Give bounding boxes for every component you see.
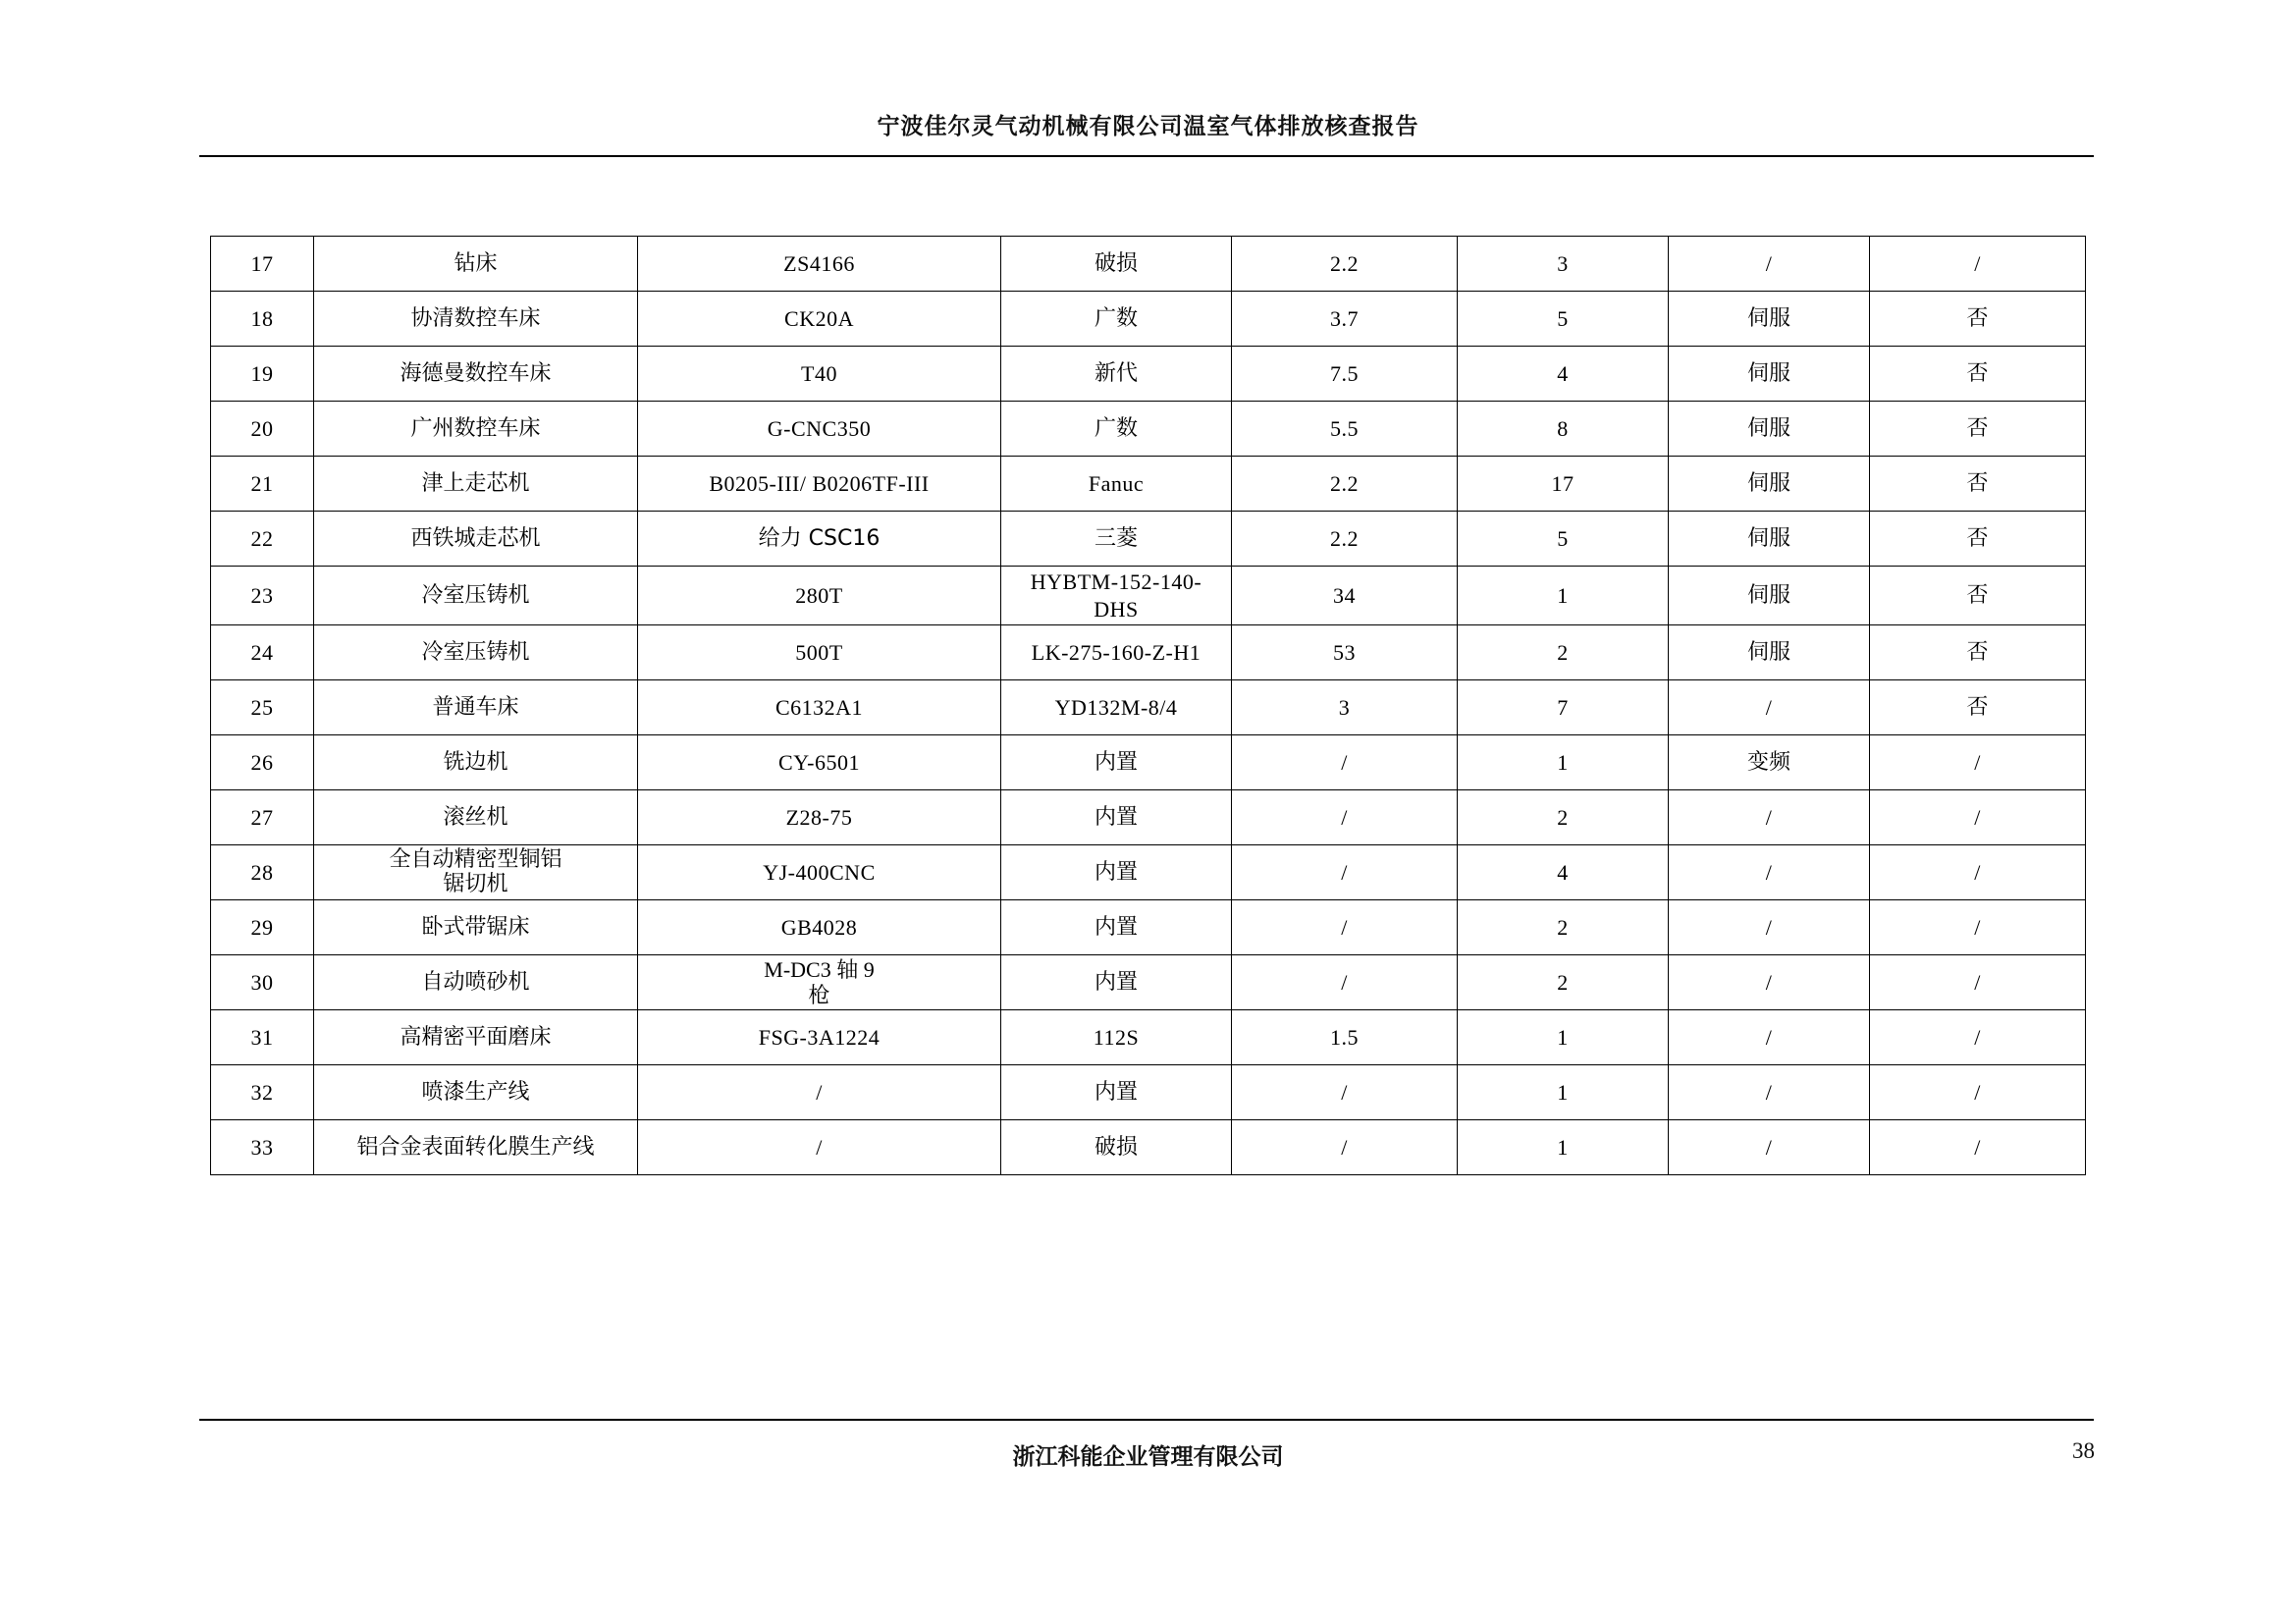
cell-qty: 2 bbox=[1458, 955, 1669, 1010]
cell-index: 32 bbox=[211, 1065, 314, 1120]
table-row bbox=[211, 567, 2086, 625]
cell-control: 伺服 bbox=[1669, 292, 1870, 347]
cell-flag: / bbox=[1870, 955, 2086, 1010]
cell-control: 伺服 bbox=[1669, 347, 1870, 402]
cell-index: 28 bbox=[211, 845, 314, 900]
cell-brand: 内置 bbox=[1001, 790, 1232, 845]
cell-model: / bbox=[638, 1120, 1001, 1175]
cell-control: 伺服 bbox=[1669, 625, 1870, 680]
cell-model: ZS4166 bbox=[638, 237, 1001, 292]
cell-name: 普通车床 bbox=[314, 680, 638, 735]
cell-index: 27 bbox=[211, 790, 314, 845]
cell-brand-line2: DHS bbox=[1094, 596, 1139, 622]
table-row bbox=[211, 1120, 2086, 1175]
cell-index: 31 bbox=[211, 1010, 314, 1065]
cell-name: 滚丝机 bbox=[314, 790, 638, 845]
cell-name: 喷漆生产线 bbox=[314, 1065, 638, 1120]
table-row bbox=[211, 292, 2086, 347]
cell-qty: 2 bbox=[1458, 900, 1669, 955]
cell-qty: 2 bbox=[1458, 790, 1669, 845]
table-row bbox=[211, 457, 2086, 512]
table-row bbox=[211, 1010, 2086, 1065]
cell-control: 伺服 bbox=[1669, 402, 1870, 457]
cell-name-line1: 全自动精密型铜铝 bbox=[389, 847, 562, 873]
cell-index: 23 bbox=[211, 567, 314, 625]
page-header-title: 宁波佳尔灵气动机械有限公司温室气体排放核查报告 bbox=[877, 114, 1419, 139]
cell-index: 22 bbox=[211, 512, 314, 567]
table-row bbox=[211, 735, 2086, 790]
cell-power: 1.5 bbox=[1232, 1010, 1458, 1065]
cell-model bbox=[638, 955, 1001, 1010]
cell-control: 伺服 bbox=[1669, 567, 1870, 625]
cell-flag: / bbox=[1870, 1120, 2086, 1175]
cell-power: 3.7 bbox=[1232, 292, 1458, 347]
cell-power: 53 bbox=[1232, 625, 1458, 680]
cell-name: 卧式带锯床 bbox=[314, 900, 638, 955]
cell-power: 3 bbox=[1232, 680, 1458, 735]
cell-model: FSG-3A1224 bbox=[638, 1010, 1001, 1065]
page-number: 38 bbox=[2072, 1438, 2095, 1463]
header-divider bbox=[199, 155, 2094, 157]
cell-name-line2: 锯切机 bbox=[443, 871, 508, 896]
cell-flag: / bbox=[1870, 790, 2086, 845]
cell-index: 25 bbox=[211, 680, 314, 735]
cell-index: 19 bbox=[211, 347, 314, 402]
cell-model: 500T bbox=[638, 625, 1001, 680]
cell-flag: / bbox=[1870, 237, 2086, 292]
table-row bbox=[211, 347, 2086, 402]
cell-qty: 2 bbox=[1458, 625, 1669, 680]
table-row bbox=[211, 955, 2086, 1010]
cell-model: GB4028 bbox=[638, 900, 1001, 955]
cell-power: 5.5 bbox=[1232, 402, 1458, 457]
cell-qty: 4 bbox=[1458, 845, 1669, 900]
cell-model-line2: 枪 bbox=[808, 982, 830, 1007]
cell-flag: / bbox=[1870, 1010, 2086, 1065]
cell-name: 海德曼数控车床 bbox=[314, 347, 638, 402]
cell-model: YJ-400CNC bbox=[638, 845, 1001, 900]
cell-flag: / bbox=[1870, 845, 2086, 900]
table-row bbox=[211, 402, 2086, 457]
cell-name bbox=[314, 845, 638, 900]
cell-qty: 1 bbox=[1458, 1120, 1669, 1175]
cell-power: / bbox=[1232, 845, 1458, 900]
cell-power: 2.2 bbox=[1232, 457, 1458, 512]
cell-flag: 否 bbox=[1870, 347, 2086, 402]
cell-power: 7.5 bbox=[1232, 347, 1458, 402]
cell-index: 30 bbox=[211, 955, 314, 1010]
cell-power: / bbox=[1232, 790, 1458, 845]
cell-model: Z28-75 bbox=[638, 790, 1001, 845]
cell-name: 冷室压铸机 bbox=[314, 625, 638, 680]
cell-name: 冷室压铸机 bbox=[314, 567, 638, 625]
table-row bbox=[211, 845, 2086, 900]
cell-flag: / bbox=[1870, 900, 2086, 955]
cell-brand-line1: HYBTM-152-140- bbox=[1030, 569, 1202, 594]
cell-brand: 内置 bbox=[1001, 1065, 1232, 1120]
cell-name: 铝合金表面转化膜生产线 bbox=[314, 1120, 638, 1175]
cell-model: CK20A bbox=[638, 292, 1001, 347]
cell-index: 26 bbox=[211, 735, 314, 790]
cell-power: / bbox=[1232, 1120, 1458, 1175]
cell-qty: 17 bbox=[1458, 457, 1669, 512]
cell-index: 33 bbox=[211, 1120, 314, 1175]
cell-flag: 否 bbox=[1870, 292, 2086, 347]
cell-model: B0205-III/ B0206TF-III bbox=[638, 457, 1001, 512]
equipment-table bbox=[210, 236, 2086, 1175]
cell-control: / bbox=[1669, 1065, 1870, 1120]
cell-name: 钻床 bbox=[314, 237, 638, 292]
cell-power: 2.2 bbox=[1232, 512, 1458, 567]
cell-flag: 否 bbox=[1870, 402, 2086, 457]
cell-brand: YD132M-8/4 bbox=[1001, 680, 1232, 735]
cell-model-line1: M-DC3 轴 9 bbox=[764, 957, 875, 983]
cell-brand: 内置 bbox=[1001, 845, 1232, 900]
cell-index: 17 bbox=[211, 237, 314, 292]
cell-control: 伺服 bbox=[1669, 512, 1870, 567]
table-row bbox=[211, 1065, 2086, 1120]
cell-brand bbox=[1001, 567, 1232, 625]
table-row bbox=[211, 237, 2086, 292]
cell-index: 20 bbox=[211, 402, 314, 457]
cell-name: 自动喷砂机 bbox=[314, 955, 638, 1010]
cell-name: 津上走芯机 bbox=[314, 457, 638, 512]
cell-power: 34 bbox=[1232, 567, 1458, 625]
cell-model: T40 bbox=[638, 347, 1001, 402]
cell-control: / bbox=[1669, 790, 1870, 845]
cell-control: / bbox=[1669, 237, 1870, 292]
cell-name: 协清数控车床 bbox=[314, 292, 638, 347]
cell-flag: / bbox=[1870, 735, 2086, 790]
cell-flag: / bbox=[1870, 1065, 2086, 1120]
cell-control: / bbox=[1669, 955, 1870, 1010]
table-row bbox=[211, 680, 2086, 735]
cell-flag: 否 bbox=[1870, 457, 2086, 512]
cell-name: 铣边机 bbox=[314, 735, 638, 790]
cell-brand: 破损 bbox=[1001, 1120, 1232, 1175]
cell-flag: 否 bbox=[1870, 680, 2086, 735]
cell-name: 西铁城走芯机 bbox=[314, 512, 638, 567]
cell-index: 18 bbox=[211, 292, 314, 347]
cell-qty: 1 bbox=[1458, 735, 1669, 790]
cell-qty: 3 bbox=[1458, 237, 1669, 292]
cell-brand: 三菱 bbox=[1001, 512, 1232, 567]
cell-flag: 否 bbox=[1870, 567, 2086, 625]
cell-model: 280T bbox=[638, 567, 1001, 625]
cell-qty: 8 bbox=[1458, 402, 1669, 457]
cell-qty: 1 bbox=[1458, 1010, 1669, 1065]
cell-qty: 5 bbox=[1458, 512, 1669, 567]
cell-brand: 内置 bbox=[1001, 735, 1232, 790]
cell-brand: 广数 bbox=[1001, 292, 1232, 347]
cell-name: 广州数控车床 bbox=[314, 402, 638, 457]
equipment-table-wrapper bbox=[210, 236, 2085, 1175]
cell-model: C6132A1 bbox=[638, 680, 1001, 735]
cell-model: / bbox=[638, 1065, 1001, 1120]
cell-index: 21 bbox=[211, 457, 314, 512]
cell-flag: 否 bbox=[1870, 625, 2086, 680]
cell-index: 29 bbox=[211, 900, 314, 955]
footer-divider bbox=[199, 1419, 2094, 1421]
cell-power: / bbox=[1232, 900, 1458, 955]
cell-name: 高精密平面磨床 bbox=[314, 1010, 638, 1065]
cell-control: / bbox=[1669, 1120, 1870, 1175]
cell-brand: Fanuc bbox=[1001, 457, 1232, 512]
cell-power: / bbox=[1232, 735, 1458, 790]
cell-qty: 5 bbox=[1458, 292, 1669, 347]
cell-brand: 112S bbox=[1001, 1010, 1232, 1065]
cell-flag: 否 bbox=[1870, 512, 2086, 567]
cell-qty: 1 bbox=[1458, 567, 1669, 625]
cell-brand: 内置 bbox=[1001, 955, 1232, 1010]
cell-control: 伺服 bbox=[1669, 457, 1870, 512]
cell-brand: 破损 bbox=[1001, 237, 1232, 292]
cell-power: / bbox=[1232, 955, 1458, 1010]
table-row bbox=[211, 625, 2086, 680]
cell-control: / bbox=[1669, 900, 1870, 955]
table-row bbox=[211, 512, 2086, 567]
cell-control: / bbox=[1669, 680, 1870, 735]
cell-model: CY-6501 bbox=[638, 735, 1001, 790]
footer-company: 浙江科能企业管理有限公司 bbox=[1012, 1444, 1284, 1470]
cell-brand: 广数 bbox=[1001, 402, 1232, 457]
cell-qty: 7 bbox=[1458, 680, 1669, 735]
table-row bbox=[211, 790, 2086, 845]
cell-model: G-CNC350 bbox=[638, 402, 1001, 457]
cell-brand: 新代 bbox=[1001, 347, 1232, 402]
cell-brand: 内置 bbox=[1001, 900, 1232, 955]
cell-index: 24 bbox=[211, 625, 314, 680]
cell-control: 变频 bbox=[1669, 735, 1870, 790]
cell-model: 给力 CSC16 bbox=[638, 512, 1001, 567]
cell-brand: LK-275-160-Z-H1 bbox=[1001, 625, 1232, 680]
table-row bbox=[211, 900, 2086, 955]
cell-qty: 1 bbox=[1458, 1065, 1669, 1120]
cell-control: / bbox=[1669, 1010, 1870, 1065]
cell-qty: 4 bbox=[1458, 347, 1669, 402]
cell-control: / bbox=[1669, 845, 1870, 900]
cell-power: / bbox=[1232, 1065, 1458, 1120]
cell-power: 2.2 bbox=[1232, 237, 1458, 292]
